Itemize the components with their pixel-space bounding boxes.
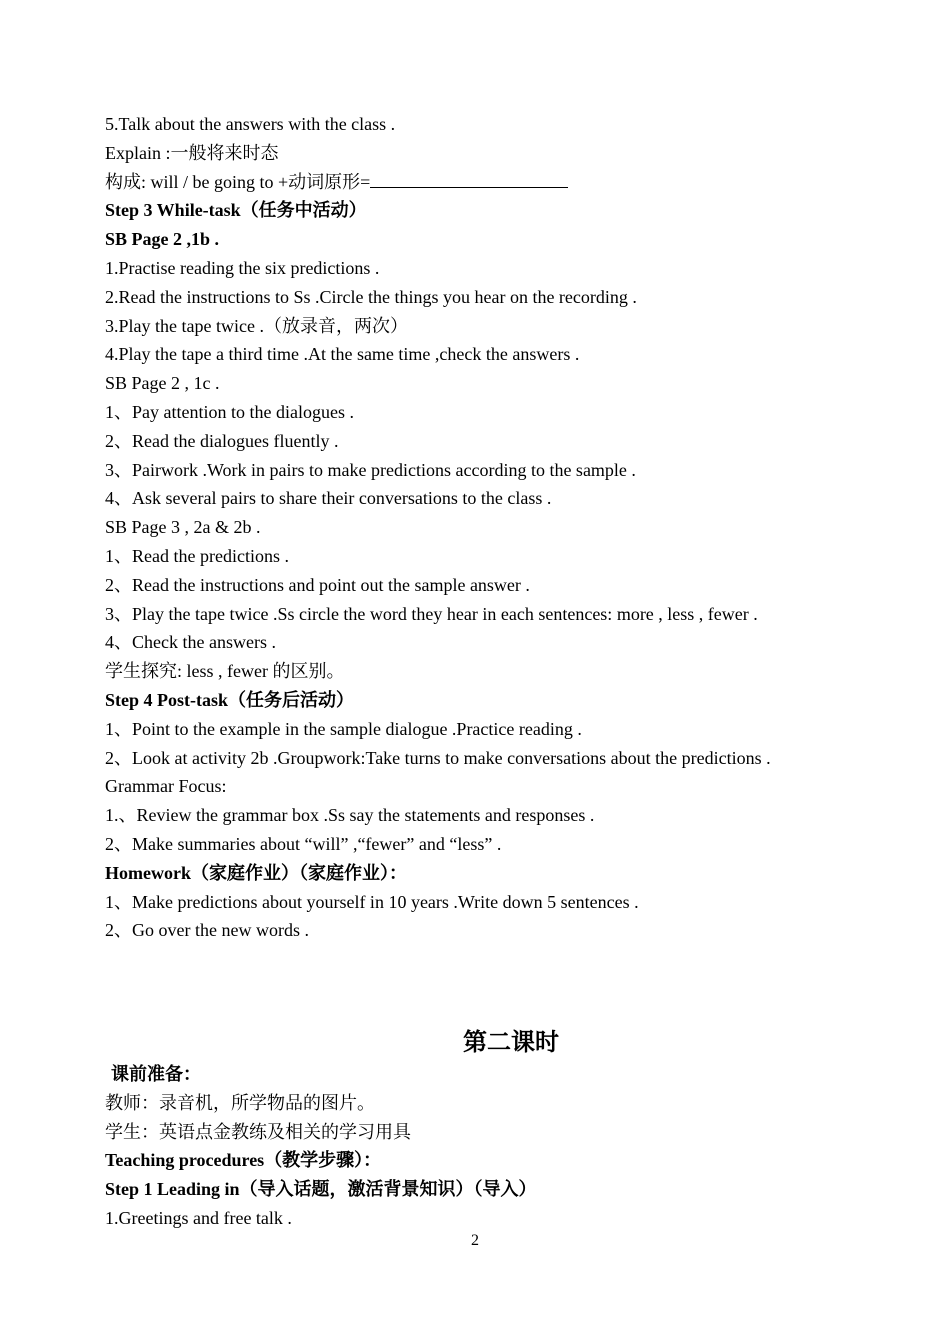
text-line: 2、Look at activity 2b .Groupwork:Take turns to make conversations about the predictions .: [105, 747, 771, 768]
text-line: 1、Make predictions about yourself in 10 years .Write down 5 sentences .: [105, 891, 639, 912]
text-line: 1、Point to the example in the sample dialogue .Practice reading .: [105, 718, 582, 739]
text-line: 4、Ask several pairs to share their conversations to the class .: [105, 488, 552, 509]
text-line: 2、Make summaries about “will” ,“fewer” and “less” .: [105, 833, 502, 854]
text-line: 5.Talk about the answers with the class .: [105, 114, 396, 134]
second-lesson-section: [105, 1026, 865, 1233]
section-heading: SB Page 2 ,1b .: [105, 229, 220, 250]
text-line: 2、Read the dialogues fluently .: [105, 430, 339, 451]
text-line: Grammar Focus:: [105, 776, 227, 797]
text-line: 2.Read the instructions to Ss .Circle the things you hear on the recording .: [105, 286, 637, 307]
student-line: 学生：英语点金教练及相关的学习用具: [105, 1121, 411, 1142]
text-line: Explain :一般将来时态: [105, 142, 279, 163]
text-line: 3.Play the tape twice .（放录音，两次）: [105, 315, 408, 336]
text-line: 3、Pairwork .Work in pairs to make predictions according to the sample .: [105, 459, 636, 480]
page-number: 2: [471, 1232, 479, 1249]
text-line: [105, 168, 865, 197]
fill-in-blank: [370, 169, 568, 188]
text-line: 1.、Review the grammar box .Ss say the statements and responses .: [105, 805, 595, 826]
step-heading: Step 1 Leading in（导入话题，激活背景知识）（导入）: [105, 1179, 537, 1200]
teacher-line: 教师：录音机，所学物品的图片。: [105, 1092, 375, 1113]
text-line: 4、Check the answers .: [105, 632, 276, 653]
step-heading: Step 3 While-task（任务中活动）: [105, 200, 367, 221]
text-line: 1.Greetings and free talk .: [105, 1207, 292, 1228]
text-line: SB Page 3 , 2a & 2b .: [105, 517, 261, 538]
text-line: 4.Play the tape a third time .At the same time ,check the answers .: [105, 344, 580, 365]
formula-text: 构成: will / be going to +动词原形=: [105, 171, 371, 192]
text-line: 1.Practise reading the six predictions .: [105, 257, 380, 278]
text-line: 学生探究: less , fewer 的区别。: [105, 661, 345, 682]
text-line: 2、Read the instructions and point out the sample answer .: [105, 574, 530, 595]
procedures-heading: Teaching procedures（教学步骤）：: [105, 1150, 382, 1171]
text-line: 3、Play the tape twice .Ss circle the word they hear in each sentences: more , less , fewer .: [105, 603, 758, 624]
step-heading: Step 4 Post-task（任务后活动）: [105, 689, 355, 710]
text-line: 1、Read the predictions .: [105, 545, 289, 566]
text-line: 2、Go over the new words .: [105, 920, 309, 941]
homework-heading: Homework（家庭作业）（家庭作业）：: [105, 862, 407, 883]
text-line: SB Page 2 , 1c .: [105, 373, 220, 394]
lesson-title: 第二课时: [463, 1030, 559, 1056]
text-line: 1、Pay attention to the dialogues .: [105, 401, 354, 422]
prep-heading: 课前准备：: [111, 1064, 201, 1084]
lesson-content: [105, 110, 865, 945]
